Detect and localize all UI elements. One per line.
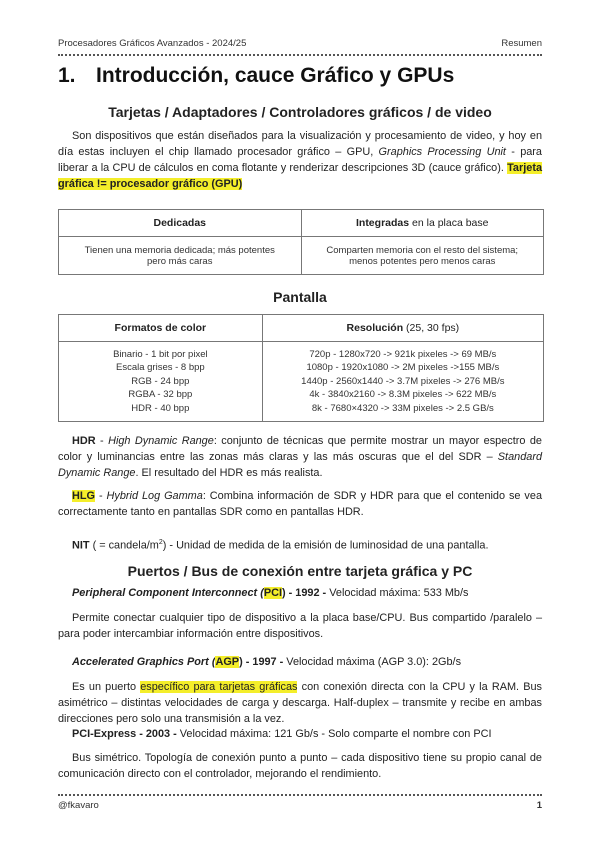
format-item: Escala grises - 8 bpp: [115, 362, 205, 374]
table1-header-integradas: Integradas en la placa base: [301, 210, 544, 237]
highlight-pci: PCI: [263, 587, 282, 599]
page-footer: [58, 800, 542, 814]
header-section-label: Resumen: [501, 38, 542, 49]
resolution-item: 1080p - 1920x1080 -> 2M pixeles ->155 MB/s: [306, 362, 500, 374]
table1-cell-dedicadas: Tienen una memoria dedicada; más potentes pero más caras: [59, 237, 302, 275]
resolution-item: 1440p - 2560x1440 -> 3.7M pixeles -> 276 MB/s: [301, 375, 505, 387]
highlight-tarjeta-gpu: Tarjeta gráfica != procesador gráfico (GPU): [58, 162, 542, 190]
agp-paragraph: Es un puerto específico para tarjetas gráficas con conexión directa con la CPU y la RAM. Bus asimétrico – distintas velocidades de carga y descarga. Half-duplex – transmite y recibe en ambas direcciones pero solo una transmisión a la vez.: [58, 681, 542, 725]
intro-paragraph: Son dispositivos que están diseñados para la visualización y procesamiento de video, y hoy en día estas incluyen el chip llamado procesador gráfico – GPU, Graphics Processing Unit - para liberar a la CPU de cálculos en coma flotante y renderizar descripciones 3D (cauce gráfico). Tarjeta gráfica != procesador gráfico (GPU): [58, 130, 542, 190]
table2-cell-formatos: [59, 342, 263, 422]
table2-header-formatos: Formatos de color: [59, 315, 263, 342]
table-pantalla: [58, 314, 544, 422]
table1-cell-integradas: Comparten memoria con el resto del sistema; menos potentes pero menos caras: [301, 237, 544, 275]
subheading-pantalla: Pantalla: [273, 289, 327, 305]
hdr-paragraph: HDR - High Dynamic Range: conjunto de técnicas que permite mostrar un mayor espectro de color y luminancias entre las zonas más claras y las más oscuras que el del SDR – Standard Dynamic Range. El resultado del HDR es más realista.: [58, 435, 542, 479]
format-item: HDR - 40 bpp: [131, 402, 190, 414]
format-item: RGBA - 32 bpp: [128, 389, 193, 401]
footer-author: @fkavaro: [58, 800, 99, 811]
highlight-agp-especifico: específico para tarjetas gráficas: [140, 681, 298, 693]
highlight-hlg: HLG: [72, 490, 95, 502]
table1-header-dedicadas: Dedicadas: [59, 210, 302, 237]
table2-header-resolucion: Resolución (25, 30 fps): [262, 315, 543, 342]
resolution-item: 720p - 1280x720 -> 921k pixeles -> 69 MB/s: [309, 348, 497, 360]
section-title: [58, 64, 454, 88]
resolution-item: 8k - 7680×4320 -> 33M pixeles -> 2.5 GB/s: [311, 402, 494, 414]
format-item: Binario - 1 bit por pixel: [113, 348, 208, 360]
subheading-puertos: Puertos / Bus de conexión entre tarjeta gráfica y PC: [127, 563, 473, 579]
pcie-heading: PCI-Express - 2003 - Velocidad máxima: 121 Gb/s - Solo comparte el nombre con PCI: [72, 728, 492, 740]
header-divider: [58, 54, 542, 56]
page-header: [58, 38, 542, 52]
nit-paragraph: NIT ( = candela/$m^2$) - Unidad de medida de la emisión de luminosidad de una pantalla.: [72, 539, 489, 552]
header-course-title: Procesadores Gráficos Avanzados - 2024/25: [58, 38, 247, 49]
pci-heading: Peripheral Component Interconnect (PCI) - 1992 - Velocidad máxima: 533 Mb/s: [72, 587, 469, 599]
subheading-tarjetas: Tarjetas / Adaptadores / Controladores gráficos / de video: [108, 104, 492, 120]
section-title-text: Introducción, cauce Gráfico y GPUs: [96, 64, 455, 87]
footer-divider: [58, 794, 542, 796]
page-number: 1: [536, 800, 542, 811]
resolution-item: 4k - 3840x2160 -> 8.3M pixeles -> 622 MB/s: [309, 389, 497, 401]
pcie-paragraph: Bus simétrico. Topología de conexión punto a punto – cada dispositivo tiene su propio canal de comunicación directo con el controlador, mejorando el rendimiento.: [58, 752, 542, 780]
highlight-agp: AGP: [215, 656, 240, 668]
agp-heading: Accelerated Graphics Port (AGP) - 1997 - Velocidad máxima (AGP 3.0): 2Gb/s: [72, 656, 462, 668]
hlg-paragraph: HLG - Hybrid Log Gamma: Combina información de SDR y HDR para que el contenido se vea correctamente tanto en pantallas SDR como en pantallas HDR.: [58, 490, 542, 518]
table2-cell-resoluciones: [262, 342, 543, 422]
table-tarjetas: [58, 209, 544, 275]
section-number: 1.: [58, 64, 76, 87]
pci-paragraph: Permite conectar cualquier tipo de dispositivo a la placa base/CPU. Bus compartido /paralelo – para poder intercambiar información entre dispositivos.: [58, 612, 542, 640]
format-item: RGB - 24 bpp: [131, 375, 190, 387]
